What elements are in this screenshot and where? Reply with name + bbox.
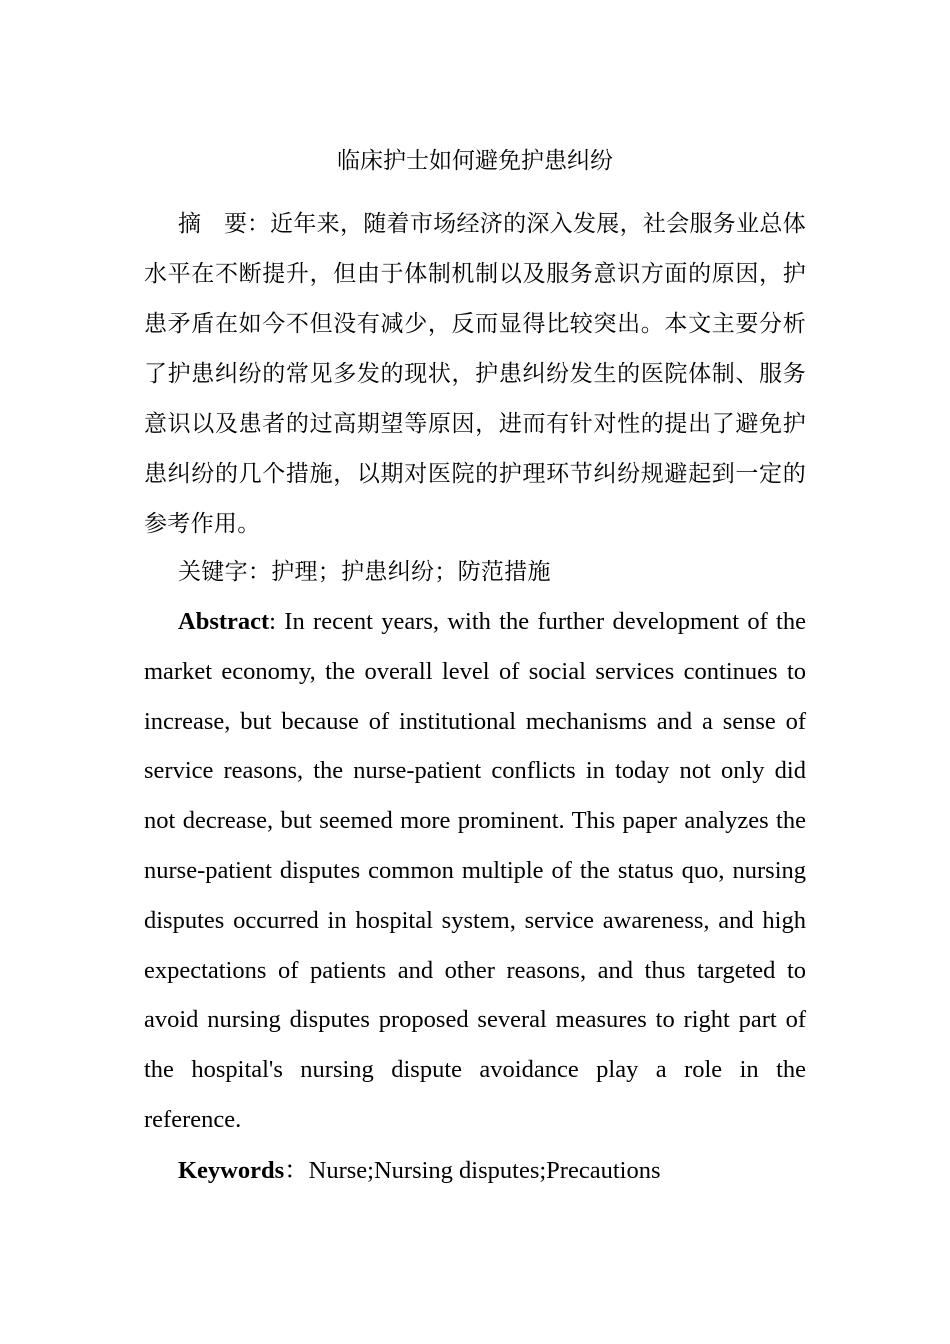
abstract-cn-label-1: 摘 [178,211,202,237]
keywords-en-text: ：Nurse;Nursing disputes;Precautions [284,1157,661,1184]
abstract-en-text: : In recent years, with the further development of the market economy, the overall level of social services continues to increase, but because of institutional mechanisms and a sense of service reasons, the nurse-patient conflicts in today not only did not decrease, but seemed more prominent. This paper analyzes the nurse-patient disputes common multiple of the status quo, nursing disputes occurred in hospital system, service awareness, and high expectations of patients and other reasons, and thus targeted to avoid nursing disputes proposed several measures to right part of the hospital's nursing dispute avoidance play a role in the reference. [144,608,806,1133]
abstract-en [144,597,806,1145]
keywords-en-label: Keywords [178,1157,285,1184]
keywords-en [144,1146,806,1196]
keywords-cn-text: 护理；护患纠纷；防范措施 [271,559,551,585]
abstract-cn-text: 近年来，随着市场经济的深入发展，社会服务业总体水平在不断提升，但由于体制机制以及服务意识方面的原因，护患矛盾在如今不但没有减少，反而显得比较突出。本文主要分析了护患纠纷的常见多发的现状，护患纠纷发生的医院体制、服务意识以及患者的过高期望等原因，进而有针对性的提出了避免护患纠纷的几个措施，以期对医院的护理环节纠纷规避起到一定的参考作用。 [144,211,807,537]
page-title: 临床护士如何避免护患纠纷 [337,148,613,174]
abstract-cn [144,199,806,549]
abstract-en-label: Abstract [178,608,270,635]
abstract-cn-label-2: 要： [224,211,271,237]
keywords-cn [144,547,806,597]
keywords-cn-label: 关键字： [178,559,272,585]
